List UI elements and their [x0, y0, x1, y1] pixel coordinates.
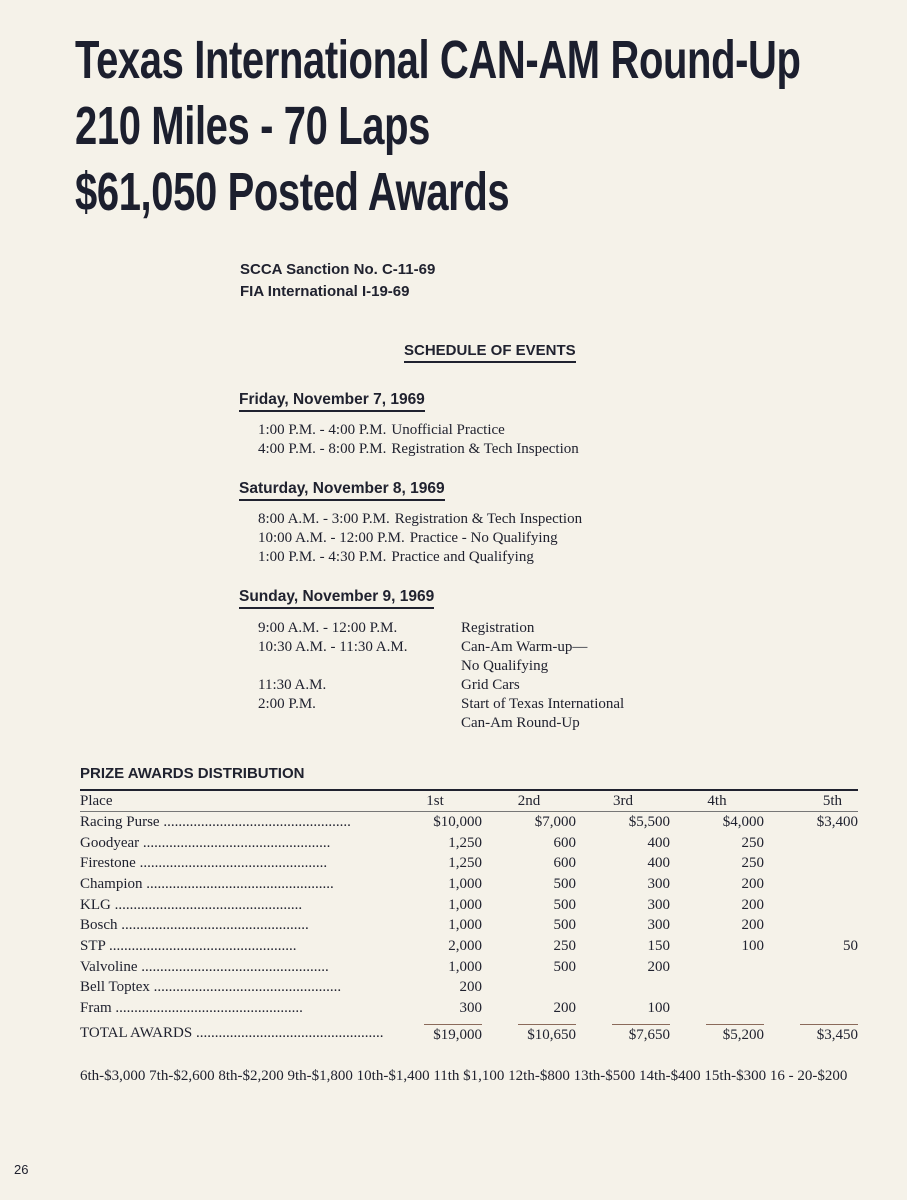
column-header: 5th	[764, 790, 858, 812]
sponsor-label: Fram	[80, 1000, 112, 1017]
event-description: Registration	[461, 620, 535, 636]
prize-value	[576, 853, 670, 874]
prize-amount: 200	[741, 875, 764, 892]
prize-value	[388, 978, 482, 999]
sponsor-name: Racing Purse ..................................................	[80, 813, 351, 830]
prize-value	[670, 978, 764, 999]
prize-amount: 400	[647, 834, 670, 851]
prize-amount: 200	[741, 896, 764, 913]
event-description: Practice and Qualifying	[391, 549, 534, 565]
sponsor-name: Champion ..................................................	[80, 875, 334, 892]
event-description: Can-Am Warm-up— No Qualifying	[461, 639, 588, 674]
prize-amount: 1,000	[448, 875, 482, 892]
prize-value	[482, 874, 576, 895]
prize-value	[576, 978, 670, 999]
prize-value	[670, 957, 764, 978]
prize-amount: 200	[553, 1000, 576, 1017]
prize-value	[670, 998, 764, 1019]
event-row	[258, 440, 579, 459]
prize-amount: $10,650	[518, 1024, 576, 1044]
event-list	[258, 510, 582, 567]
lower-places-note: 6th-$3,000 7th-$2,600 8th-$2,200 9th-$1,800 10th-$1,400 11th $1,100 12th-$800 13th-$500 14th-$400 15th-$300 16 - 20-$200	[80, 1068, 848, 1084]
event-description: Unofficial Practice	[391, 422, 505, 438]
prize-value	[482, 812, 576, 833]
prize-amount: 600	[553, 855, 576, 872]
prize-value	[576, 812, 670, 833]
scca-sanction: SCCA Sanction No. C-11-69	[240, 261, 436, 278]
prize-amount: 500	[553, 896, 576, 913]
column-header: Place	[80, 790, 388, 812]
prize-heading: PRIZE AWARDS DISTRIBUTION	[80, 765, 305, 782]
table-row	[80, 812, 858, 833]
prize-amount: 500	[553, 917, 576, 934]
prize-value	[576, 998, 670, 1019]
sponsor-label: STP	[80, 937, 106, 954]
prize-value	[482, 1019, 576, 1049]
prize-amount: 300	[647, 896, 670, 913]
prize-value	[576, 957, 670, 978]
prize-amount: $3,400	[816, 813, 858, 830]
prize-value	[764, 833, 858, 854]
day-heading: Saturday, November 8, 1969	[239, 480, 445, 501]
prize-amount: 300	[647, 917, 670, 934]
event-row	[258, 510, 582, 529]
table-row	[80, 833, 858, 854]
prize-amount: $3,450	[800, 1024, 858, 1044]
prize-value	[482, 895, 576, 916]
table-row	[80, 998, 858, 1019]
event-time: 1:00 P.M. - 4:00 P.M.	[258, 422, 387, 438]
event-description: Registration & Tech Inspection	[391, 441, 579, 457]
sponsor-name: Firestone ..................................................	[80, 855, 328, 872]
column-header: 2nd	[482, 790, 576, 812]
prize-amount: 1,000	[448, 917, 482, 934]
event-row	[258, 529, 582, 548]
sponsor-name: TOTAL AWARDS ..................................................	[80, 1025, 384, 1042]
prize-amount: 150	[647, 937, 670, 954]
day-heading: Sunday, November 9, 1969	[239, 588, 434, 609]
table-row	[80, 895, 858, 916]
event-row	[258, 548, 582, 567]
sponsor-label: Firestone	[80, 855, 136, 872]
prize-amount: $5,200	[706, 1024, 764, 1044]
event-row	[258, 421, 579, 440]
event-description: Practice - No Qualifying	[409, 530, 558, 546]
sponsor-label: Champion	[80, 875, 143, 892]
title-line-1: Texas International CAN-AM Round-Up	[75, 30, 801, 90]
prize-value	[576, 874, 670, 895]
prize-amount: 300	[459, 1000, 482, 1017]
fia-sanction: FIA International I-19-69	[240, 283, 410, 300]
prize-amount: 500	[553, 875, 576, 892]
prize-amount: 500	[553, 958, 576, 975]
table-row	[80, 978, 858, 999]
table-row	[80, 936, 858, 957]
prize-value	[670, 936, 764, 957]
prize-value	[576, 895, 670, 916]
event-row	[258, 638, 624, 676]
table-row	[80, 853, 858, 874]
prize-value	[576, 1019, 670, 1049]
prize-amount: 1,000	[448, 896, 482, 913]
prize-amount: 200	[741, 917, 764, 934]
prize-amount: $10,000	[433, 813, 482, 830]
prize-value	[482, 998, 576, 1019]
prize-value	[576, 915, 670, 936]
prize-value	[764, 812, 858, 833]
prize-value	[670, 874, 764, 895]
prize-amount: 300	[647, 875, 670, 892]
table-row	[80, 957, 858, 978]
prize-value	[388, 874, 482, 895]
prize-amount: 250	[553, 937, 576, 954]
prize-value	[764, 1019, 858, 1049]
sponsor-name: Valvoline ..................................................	[80, 958, 329, 975]
prize-value	[764, 853, 858, 874]
prize-value	[764, 915, 858, 936]
prize-amount: 400	[647, 855, 670, 872]
prize-value	[388, 957, 482, 978]
event-time: 8:00 A.M. - 3:00 P.M.	[258, 511, 390, 527]
table-row	[80, 915, 858, 936]
prize-value	[670, 915, 764, 936]
prize-value	[388, 833, 482, 854]
prize-amount: $4,000	[722, 813, 764, 830]
prize-amount: 250	[741, 834, 764, 851]
prize-value	[764, 978, 858, 999]
event-description: Start of Texas International Can-Am Round-Up	[461, 696, 625, 731]
prize-value	[764, 874, 858, 895]
sponsor-label: Bosch	[80, 917, 118, 934]
sponsor-name: STP ..................................................	[80, 937, 297, 954]
event-time: 4:00 P.M. - 8:00 P.M.	[258, 441, 387, 457]
sponsor-label: Valvoline	[80, 958, 138, 975]
event-time: 11:30 A.M.	[258, 677, 327, 693]
prize-value	[670, 853, 764, 874]
event-time: 10:00 A.M. - 12:00 P.M.	[258, 530, 405, 546]
prize-value	[388, 936, 482, 957]
prize-value	[388, 1019, 482, 1049]
prize-amount: $19,000	[424, 1024, 482, 1044]
prize-value	[482, 853, 576, 874]
prize-amount: $7,650	[612, 1024, 670, 1044]
prize-value	[764, 895, 858, 916]
prize-value	[670, 1019, 764, 1049]
sponsor-name: Goodyear ..................................................	[80, 834, 331, 851]
sponsor-label: Racing Purse	[80, 813, 160, 830]
prize-value	[482, 833, 576, 854]
event-time: 1:00 P.M. - 4:30 P.M.	[258, 549, 387, 565]
prize-value	[388, 812, 482, 833]
event-time: 2:00 P.M.	[258, 696, 316, 712]
prize-amount: 100	[647, 1000, 670, 1017]
column-header: 3rd	[576, 790, 670, 812]
event-time: 9:00 A.M. - 12:00 P.M.	[258, 620, 398, 636]
prize-value	[576, 936, 670, 957]
prize-amount: 250	[741, 855, 764, 872]
page-number: 26	[14, 1162, 29, 1177]
prize-value	[388, 998, 482, 1019]
sponsor-label: Bell Toptex	[80, 979, 150, 996]
sponsor-label: KLG	[80, 896, 111, 913]
event-row	[258, 676, 624, 695]
prize-value	[482, 957, 576, 978]
prize-value	[388, 853, 482, 874]
prize-amount: $5,500	[628, 813, 670, 830]
prize-value	[670, 833, 764, 854]
prize-value	[764, 998, 858, 1019]
table-row	[80, 874, 858, 895]
prize-amount: 1,000	[448, 958, 482, 975]
sponsor-label: Goodyear	[80, 834, 140, 851]
sponsor-name: Fram ..................................................	[80, 1000, 303, 1017]
prize-amount: 1,250	[448, 834, 482, 851]
sponsor-name: KLG ..................................................	[80, 896, 303, 913]
table-header	[80, 790, 858, 812]
prize-amount: 50	[843, 937, 858, 954]
total-row	[80, 1019, 858, 1049]
prize-amount: 100	[741, 937, 764, 954]
prize-amount: 600	[553, 834, 576, 851]
day-heading: Friday, November 7, 1969	[239, 391, 425, 412]
event-row	[258, 695, 624, 733]
prize-value	[388, 915, 482, 936]
prize-value	[388, 895, 482, 916]
event-description: Grid Cars	[461, 677, 520, 693]
event-row	[258, 619, 624, 638]
title-line-2: 210 Miles - 70 Laps	[75, 96, 431, 156]
prize-value	[482, 936, 576, 957]
column-header: 4th	[670, 790, 764, 812]
sponsor-label: TOTAL AWARDS	[80, 1025, 193, 1042]
event-time: 10:30 A.M. - 11:30 A.M.	[258, 639, 408, 655]
prize-table	[80, 789, 858, 1049]
sponsor-name: Bell Toptex ..................................................	[80, 979, 342, 996]
prize-amount: 200	[459, 979, 482, 996]
title-line-3: $61,050 Posted Awards	[75, 162, 510, 222]
prize-amount: 200	[647, 958, 670, 975]
prize-value	[764, 957, 858, 978]
prize-amount: 2,000	[448, 937, 482, 954]
prize-amount: $7,000	[534, 813, 576, 830]
sponsor-name: Bosch ..................................................	[80, 917, 309, 934]
prize-value	[482, 978, 576, 999]
prize-value	[764, 936, 858, 957]
prize-amount: 1,250	[448, 855, 482, 872]
column-header: 1st	[388, 790, 482, 812]
event-list	[258, 619, 624, 733]
prize-value	[670, 895, 764, 916]
event-description: Registration & Tech Inspection	[394, 511, 583, 527]
prize-value	[576, 833, 670, 854]
prize-value	[670, 812, 764, 833]
prize-value	[482, 915, 576, 936]
event-list	[258, 421, 579, 459]
schedule-heading: SCHEDULE OF EVENTS	[404, 342, 576, 363]
